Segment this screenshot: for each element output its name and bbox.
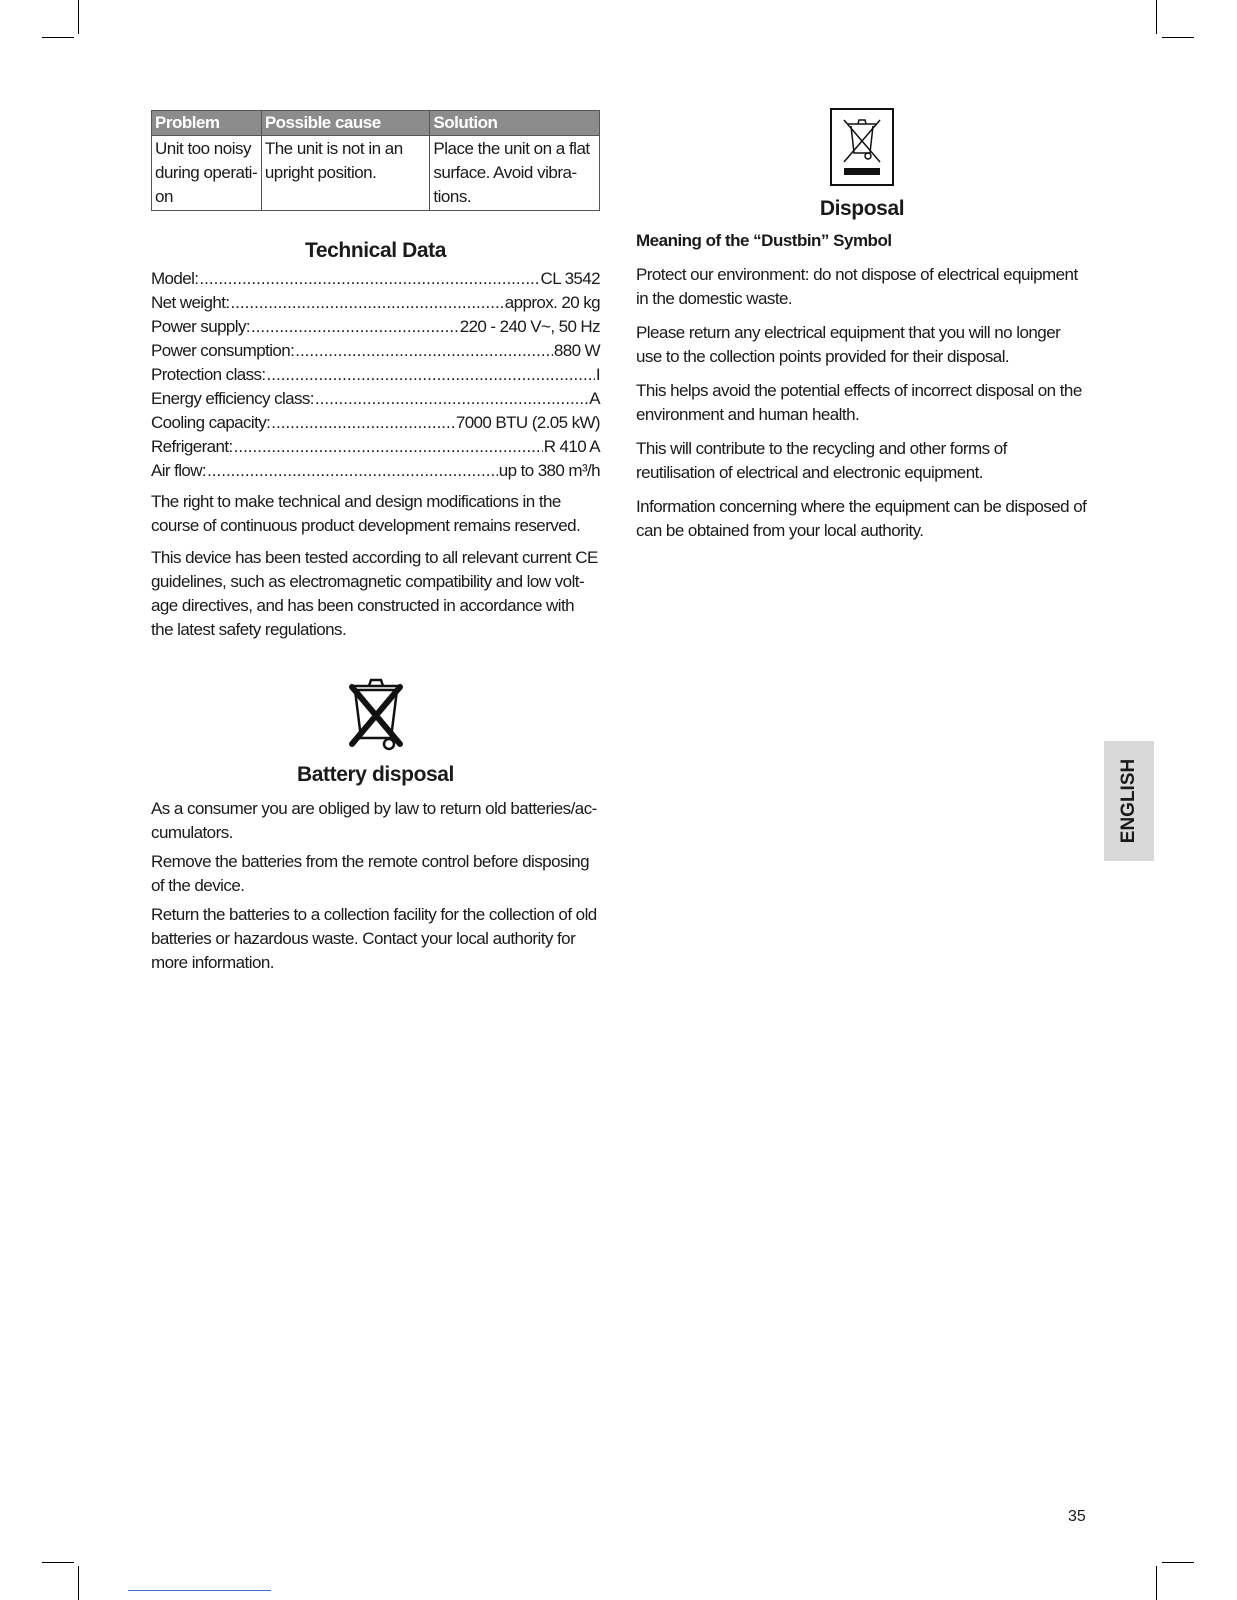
spec-value: R 410 A [543,437,600,456]
battery-paragraph: Remove the batteries from the remote control before disposing of the device. [151,852,589,895]
spec-row [151,267,600,291]
spec-row [151,363,600,387]
spec-value: CL 3542 [540,269,600,288]
weee-figure [636,108,1088,191]
spec-leader [230,291,503,315]
spec-leader [207,459,498,483]
disposal-title: Disposal [819,197,905,220]
crop-mark [42,37,74,38]
crop-mark [1162,37,1194,38]
spec-row [151,387,600,411]
spec-row [151,435,600,459]
crop-mark [1162,1562,1194,1563]
spec-leader [267,363,595,387]
header-problem: Problem [152,111,262,136]
spec-label: Protection class: [151,365,266,384]
page-number: 35 [1068,1508,1086,1525]
spec-leader [199,267,539,291]
spec-label: Power supply: [151,317,250,336]
spec-label: Power consumption: [151,341,295,360]
language-tab [1104,741,1154,861]
spec-label: Refrigerant: [151,437,233,456]
spec-value: 880 W [553,341,600,360]
dustbin-symbol-subtitle: Meaning of the “Dustbin” Symbol [636,231,892,250]
crop-mark [1156,1566,1157,1600]
cell-solution: Place the unit on a flat surface. Avoid vibra-tions. [430,136,600,211]
crop-mark [78,1566,79,1600]
weee-bin-icon [830,108,894,186]
spec-leader [234,435,543,459]
battery-paragraph: As a consumer you are obliged by law to return old batteries/ac-cumulators. [151,799,597,842]
spec-label: Cooling capacity: [151,413,271,432]
battery-paragraph: Return the batteries to a collection facility for the collection of old batteries or hazardous waste. Contact your local authority for more information. [151,905,597,972]
disposal-paragraph: Information concerning where the equipment can be disposed of can be obtained from your local authority. [636,497,1087,540]
crop-mark [1156,0,1157,34]
ce-compliance-note: This device has been tested according to all relevant current CE guidelines, such as electromagnetic compatibility and low volt-age directives, and has been constructed in accordance with the latest safety regulations. [151,548,598,639]
header-possible-cause: Possible cause [261,111,430,136]
disposal-paragraph: This helps avoid the potential effects of incorrect disposal on the environment and human health. [636,381,1082,424]
disposal-paragraph: Protect our environment: do not dispose of electrical equipment in the domestic waste. [636,265,1078,308]
header-solution: Solution [430,111,600,136]
technical-data-title: Technical Data [304,239,447,262]
crop-mark [42,1562,74,1563]
disposal-paragraph: This will contribute to the recycling and other forms of reutilisation of electrical and electronic equipment. [636,439,1007,482]
modification-note: The right to make technical and design modifications in the course of continuous product development remains reserved. [151,492,581,535]
spec-row [151,339,600,363]
cell-problem: Unit too noisy during operati-on [152,136,262,211]
spec-leader [295,339,553,363]
spec-label: Net weight: [151,293,230,312]
spec-value: up to 380 m³/h [498,461,600,480]
spec-value: 7000 BTU (2.05 kW) [455,413,600,432]
spec-value: I [595,365,600,384]
language-tab-label: ENGLISH [1118,758,1139,844]
crossed-out-wheelie-bin-icon [343,674,409,752]
spec-label: Energy efficiency class: [151,389,314,408]
spec-value: A [589,389,600,408]
spec-label: Model: [151,269,199,288]
troubleshooting-table [151,110,600,211]
table-row [152,136,600,211]
spec-row [151,315,600,339]
spec-leader [315,387,588,411]
spec-row [151,411,600,435]
right-column [636,108,1088,543]
disposal-paragraph: Please return any electrical equipment that you will no longer use to the collection points provided for their disposal. [636,323,1061,366]
cell-cause: The unit is not in an upright position. [261,136,430,211]
spec-row [151,459,600,483]
spec-value: 220 - 240 V~, 50 Hz [459,317,600,336]
table-header-row [152,111,600,136]
crop-mark [78,0,79,34]
battery-bin-figure [151,674,600,757]
spec-value: approx. 20 kg [504,293,600,312]
spec-leader [251,315,459,339]
spec-leader [271,411,455,435]
battery-disposal-title: Battery disposal [297,763,454,786]
spec-list [151,267,600,483]
spec-label: Air flow: [151,461,207,480]
left-column [151,110,600,975]
spec-row [151,291,600,315]
footer-link-underline [128,1590,271,1591]
